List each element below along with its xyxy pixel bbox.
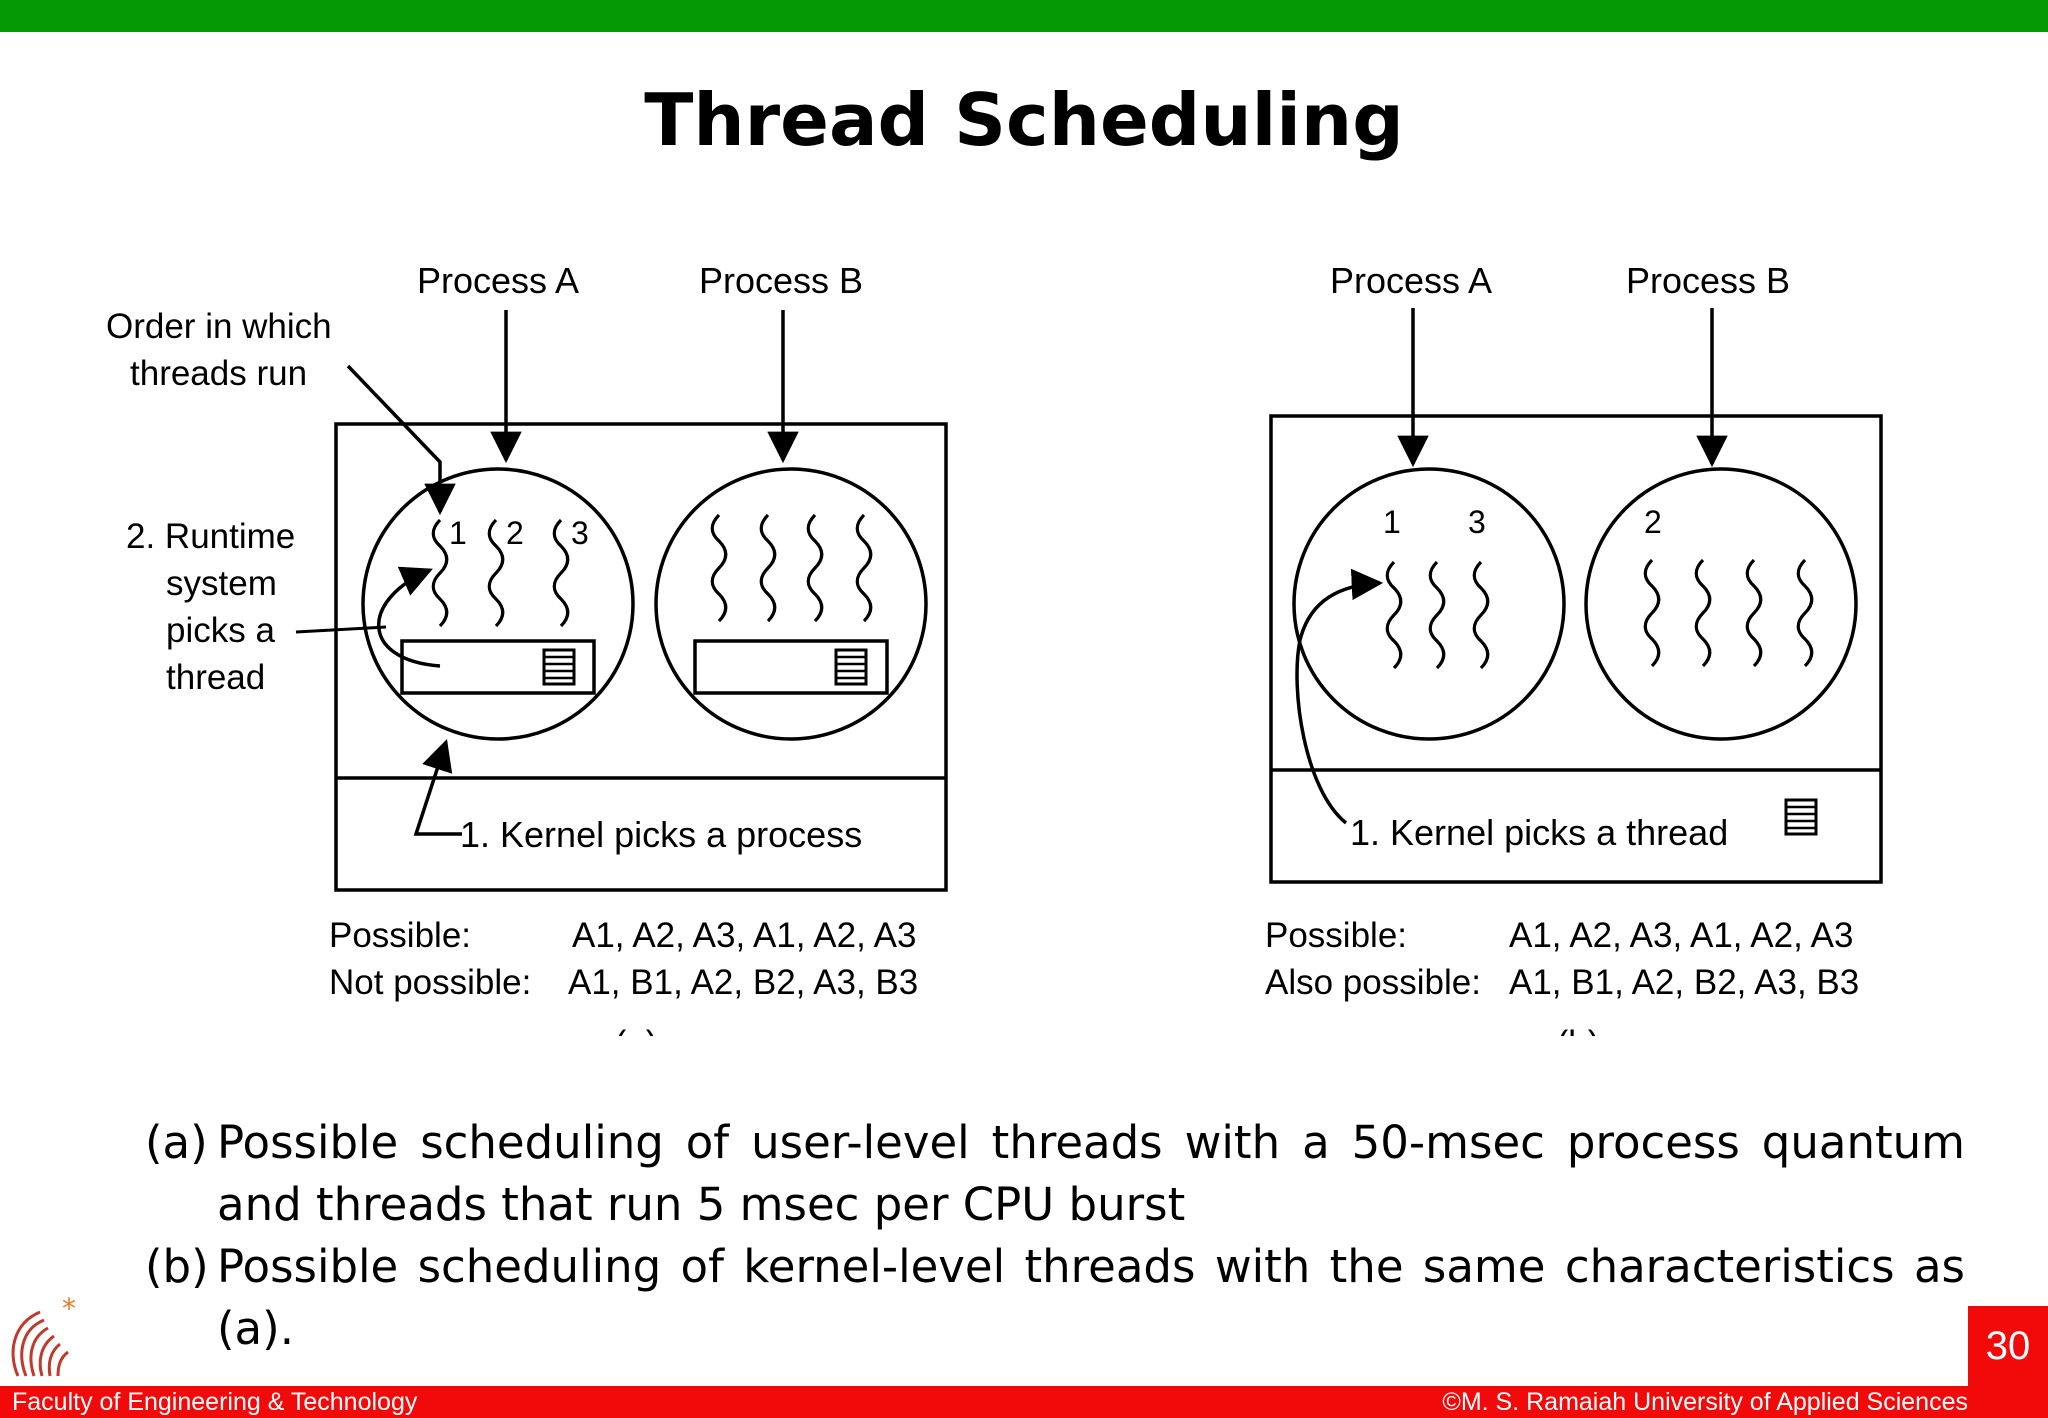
possible-sequence: A1, A2, A3, A1, A2, A3 — [572, 916, 917, 955]
process-a-circle — [1294, 469, 1564, 739]
runtime-label-line-1: 2. Runtime — [126, 517, 296, 556]
process-b-label: Process B — [1625, 260, 1791, 301]
caption-b — [145, 1236, 1965, 1360]
kernel-pick-arrow — [416, 742, 462, 834]
thread-b4 — [857, 515, 871, 621]
thread-number-3: 3 — [571, 515, 589, 551]
caption-marker: (a) — [145, 1116, 208, 1169]
runtime-pointer-line — [296, 627, 386, 632]
caption-list — [145, 1112, 1965, 1360]
thread-number-1: 1 — [449, 515, 467, 551]
slide-title: Thread Scheduling — [644, 78, 1404, 162]
svg-text:*: * — [62, 1292, 76, 1325]
caption-text: Possible scheduling of user-level threads with a 50-msec process quantum and threads that run 5 msec per CPU burst — [217, 1116, 1965, 1231]
thread-number-2: 2 — [506, 515, 524, 551]
possible-sequence: A1, A2, A3, A1, A2, A3 — [1509, 916, 1854, 955]
process-a-label: Process A — [416, 260, 580, 301]
order-label-line-2: threads run — [130, 354, 308, 393]
thread-b4 — [1798, 560, 1812, 666]
thread-a1 — [433, 520, 447, 626]
thread-table-icon — [544, 650, 574, 684]
thread-a3 — [554, 520, 568, 626]
caption-marker: (b) — [145, 1240, 209, 1293]
possible-label: Possible: — [1265, 916, 1408, 955]
process-a-circle — [363, 469, 633, 739]
figure-bottom-mask — [0, 1036, 2048, 1060]
thread-b3 — [1747, 560, 1761, 666]
diagram-b — [1265, 260, 1881, 1060]
thread-b1 — [712, 515, 726, 621]
university-logo — [4, 1290, 84, 1382]
thread-b3 — [808, 515, 822, 621]
thread-a3 — [1474, 562, 1488, 668]
caption-a — [145, 1112, 1965, 1236]
order-label-line-1: Order in which — [106, 307, 332, 346]
thread-table-icon — [836, 650, 866, 684]
also-possible-label: Also possible: — [1265, 963, 1481, 1002]
thread-number-2: 2 — [1644, 504, 1662, 540]
footer-bar — [0, 1386, 2048, 1418]
thread-number-3: 3 — [1468, 504, 1486, 540]
runtime-label-line-4: thread — [166, 658, 266, 697]
thread-b2 — [1696, 560, 1710, 666]
not-possible-sequence: A1, B1, A2, B2, A3, B3 — [568, 963, 919, 1002]
footer-copyright: ©M. S. Ramaiah University of Applied Sciences — [1442, 1388, 1968, 1416]
footer-faculty: Faculty of Engineering & Technology — [12, 1388, 418, 1416]
thread-b1 — [1645, 560, 1659, 666]
thread-b2 — [761, 515, 775, 621]
also-possible-sequence: A1, B1, A2, B2, A3, B3 — [1509, 963, 1860, 1002]
thread-a1 — [1387, 562, 1401, 668]
caption-text: Possible scheduling of kernel-level threads with the same characteristics as (a). — [217, 1240, 1965, 1355]
process-b-label: Process B — [698, 260, 864, 301]
possible-label: Possible: — [329, 916, 472, 955]
process-a-label: Process A — [1329, 260, 1493, 301]
process-b-circle — [656, 469, 926, 739]
thread-number-1: 1 — [1383, 504, 1401, 540]
kernel-picks-thread-label: 1. Kernel picks a thread — [1350, 812, 1729, 853]
process-b-circle — [1586, 469, 1856, 739]
thread-a2 — [489, 520, 503, 626]
runtime-label-line-2: system — [166, 564, 277, 603]
not-possible-label: Not possible: — [329, 963, 532, 1002]
page-number: 30 — [1968, 1306, 2048, 1386]
runtime-label-line-3: picks a — [166, 611, 275, 650]
thread-a2 — [1430, 562, 1444, 668]
thread-table-icon — [1786, 800, 1816, 834]
diagram-a — [106, 260, 946, 1060]
kernel-picks-process-label: 1. Kernel picks a process — [460, 814, 863, 855]
